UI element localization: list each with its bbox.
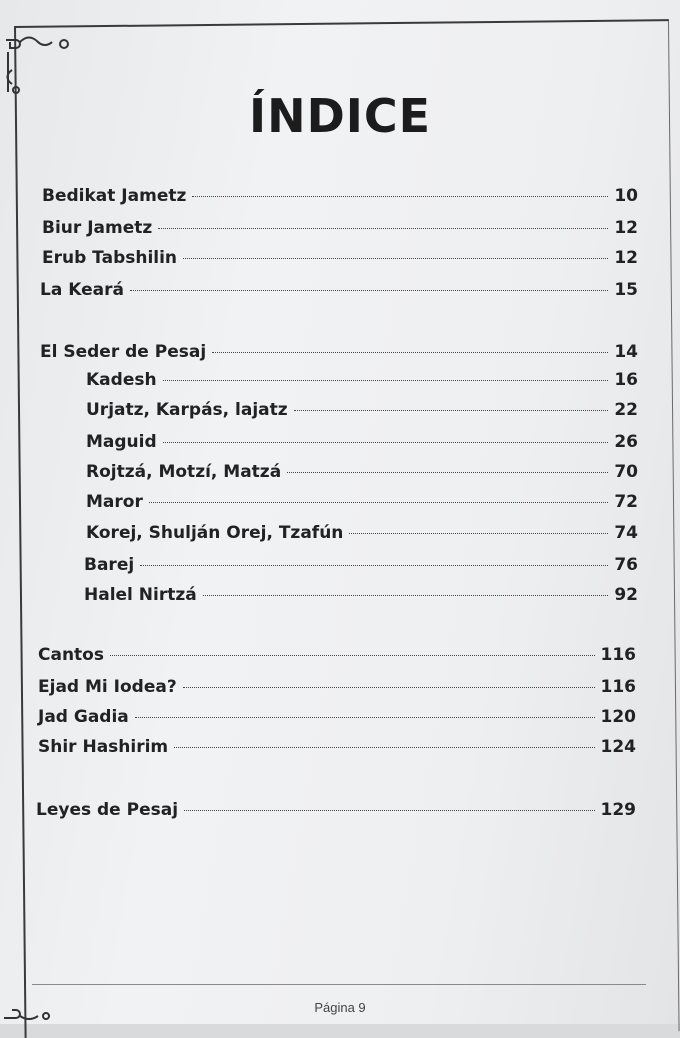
toc-leader-dots — [110, 655, 595, 656]
toc-entry-label: Halel Nirtzá — [84, 585, 197, 605]
toc-entry-label: Shir Hashirim — [38, 737, 169, 757]
toc-entry-page: 129 — [600, 800, 636, 820]
toc-entry-page: 76 — [614, 555, 638, 575]
toc-entry-page: 12 — [614, 218, 638, 238]
toc-entry[interactable] — [42, 218, 638, 238]
toc-entry-page: 120 — [600, 707, 636, 727]
page-title: ÍNDICE — [248, 88, 432, 143]
toc-entry-page: 16 — [614, 370, 638, 390]
toc-entry-page: 15 — [614, 280, 638, 300]
bottom-ornament-icon — [0, 994, 70, 1024]
toc-entry-page: 92 — [614, 585, 638, 605]
toc-entry[interactable] — [38, 737, 636, 757]
toc-subentry[interactable] — [84, 555, 638, 575]
toc-leader-dots — [192, 196, 608, 197]
toc-entry-label: Maror — [86, 492, 143, 512]
toc-entry-page: 72 — [614, 492, 638, 512]
toc-leader-dots — [349, 533, 608, 534]
toc-entry-label: Rojtzá, Motzí, Matzá — [86, 462, 282, 482]
toc-subentry[interactable] — [86, 462, 638, 482]
toc-leader-dots — [149, 502, 608, 503]
toc-subentry[interactable] — [86, 523, 638, 543]
toc-entry-page: 10 — [614, 186, 638, 206]
toc-leader-dots — [135, 717, 595, 718]
toc-entry-label: Erub Tabshilin — [42, 248, 178, 268]
toc-entry-page: 14 — [614, 342, 638, 362]
toc-leader-dots — [184, 810, 594, 811]
toc-entry-label: Urjatz, Karpás, lajatz — [86, 400, 288, 420]
toc-leader-dots — [163, 442, 609, 443]
toc-leader-dots — [183, 687, 595, 688]
toc-entry-page: 74 — [614, 523, 638, 543]
toc-entry[interactable] — [38, 645, 636, 665]
toc-entry-page: 116 — [600, 677, 636, 697]
toc-entry-page: 22 — [614, 400, 638, 420]
toc-entry-label: Maguid — [86, 432, 157, 452]
toc-entry-label: Leyes de Pesaj — [36, 800, 179, 820]
toc-leader-dots — [183, 258, 608, 259]
toc-subentry[interactable] — [86, 370, 638, 390]
toc-leader-dots — [294, 410, 609, 411]
toc-entry-label: Barej — [84, 555, 135, 575]
toc-leader-dots — [158, 228, 608, 229]
toc-entry-page: 116 — [600, 645, 636, 665]
toc-entry[interactable] — [36, 800, 636, 820]
toc-leader-dots — [163, 380, 609, 381]
toc-entry-page: 124 — [600, 737, 636, 757]
toc-leader-dots — [130, 290, 608, 291]
toc-entry[interactable] — [42, 186, 638, 206]
toc-entry-label: La Keará — [40, 280, 124, 300]
toc-entry[interactable] — [40, 280, 638, 300]
toc-entry-label: El Seder de Pesaj — [40, 342, 207, 362]
toc-entry-label: Bedikat Jametz — [42, 186, 187, 206]
footer-divider — [32, 984, 646, 985]
toc-entry-label: Jad Gadia — [38, 707, 129, 727]
toc-entry[interactable] — [40, 342, 638, 362]
toc-entry[interactable] — [38, 677, 636, 697]
toc-subentry[interactable] — [84, 585, 638, 605]
toc-entry-label: Kadesh — [86, 370, 157, 390]
toc-leader-dots — [212, 352, 608, 353]
toc-entry-page: 12 — [614, 248, 638, 268]
toc-leader-dots — [203, 595, 609, 596]
toc-entry-page: 70 — [614, 462, 638, 482]
toc-entry[interactable] — [38, 707, 636, 727]
toc-leader-dots — [174, 747, 594, 748]
toc-subentry[interactable] — [86, 432, 638, 452]
toc-entry-label: Korej, Shulján Orej, Tzafún — [86, 523, 344, 543]
toc-entry-label: Biur Jametz — [42, 218, 153, 238]
toc-entry-label: Ejad Mi Iodea? — [38, 677, 177, 697]
toc-entry[interactable] — [42, 248, 638, 268]
toc-entry-page: 26 — [614, 432, 638, 452]
toc-leader-dots — [140, 565, 608, 566]
toc-entry-label: Cantos — [38, 645, 104, 665]
page-number-footer: Página 9 — [314, 1000, 366, 1015]
toc-leader-dots — [287, 472, 608, 473]
toc-subentry[interactable] — [86, 400, 638, 420]
toc-subentry[interactable] — [86, 492, 638, 512]
